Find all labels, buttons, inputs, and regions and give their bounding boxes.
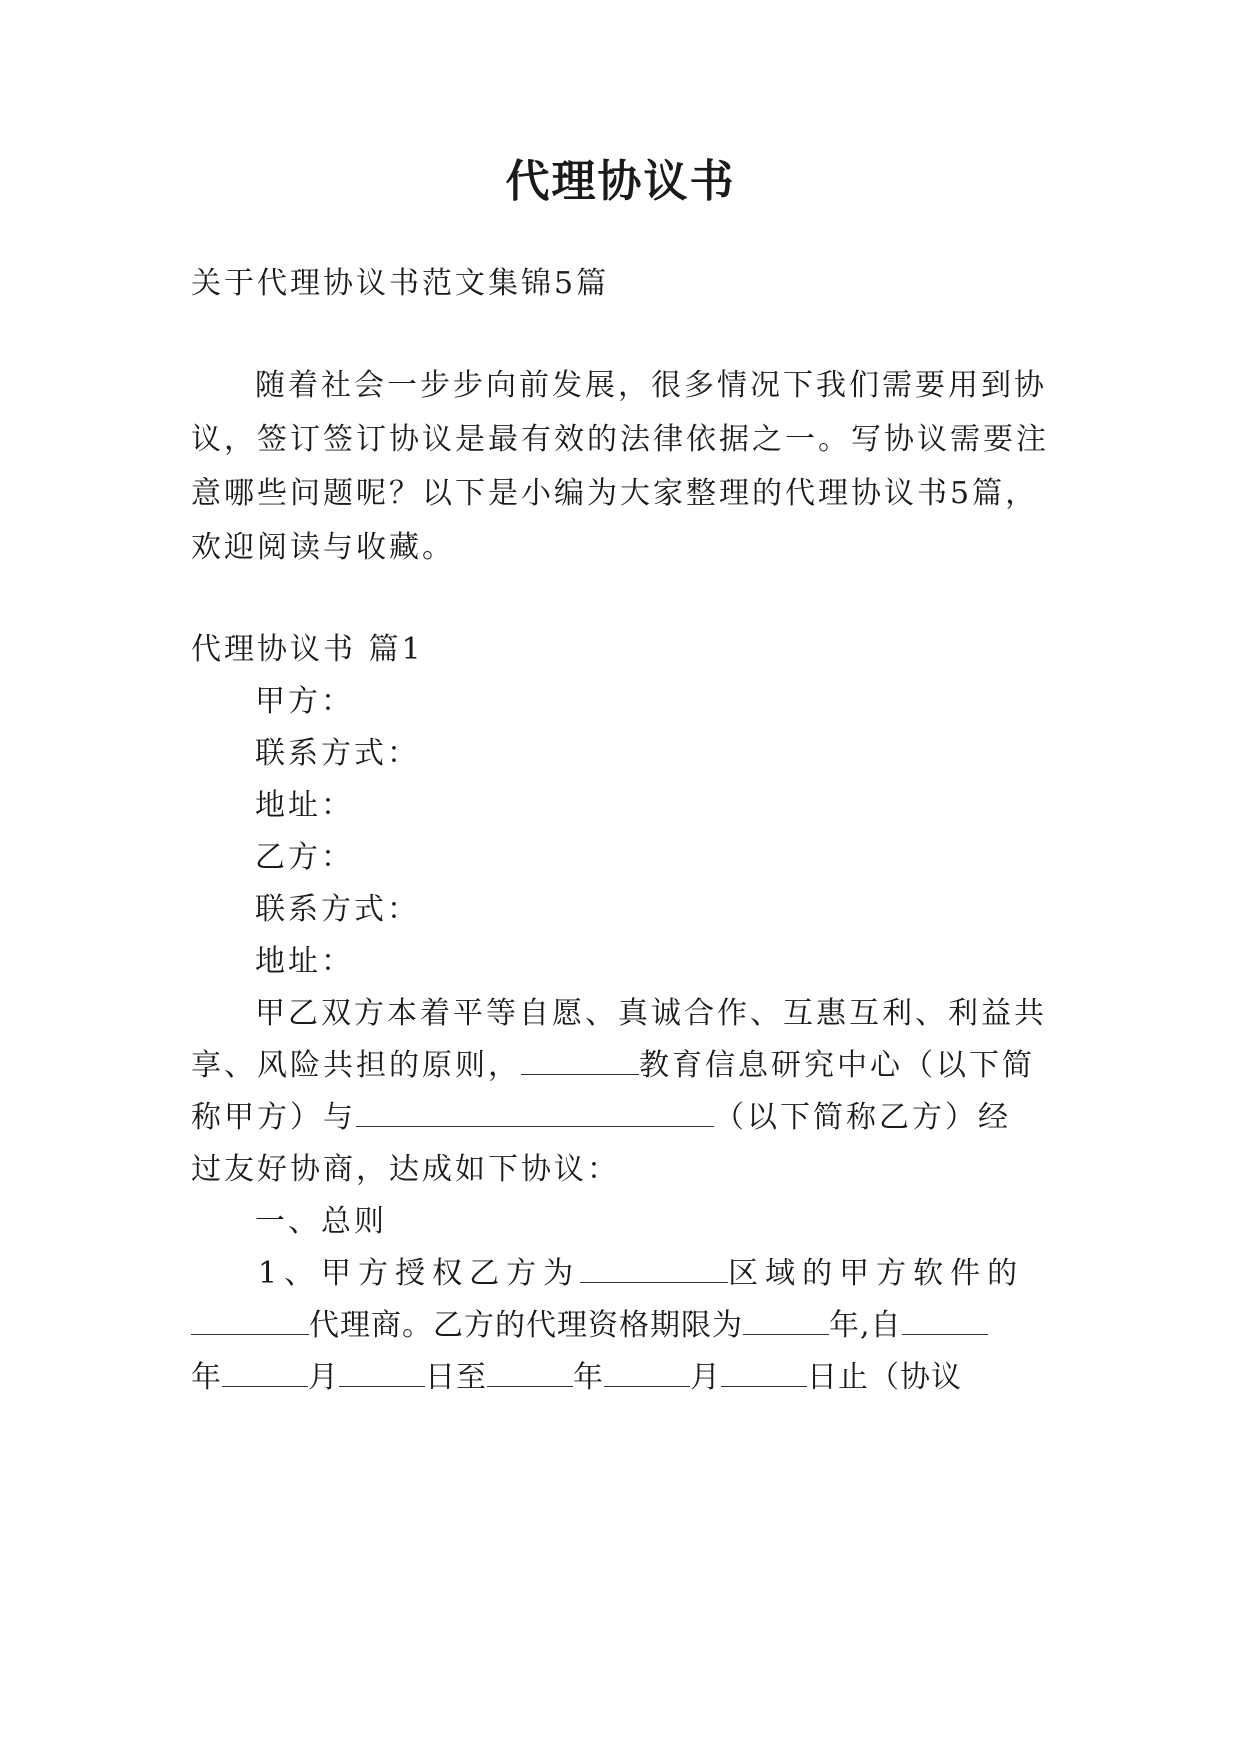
clause-1-line-1: [258, 1254, 1024, 1294]
preamble-text: 称甲方）与: [191, 1100, 356, 1135]
preamble-line-3: [191, 1098, 1011, 1138]
party-b-label: 乙方：: [255, 840, 354, 875]
blank-field: [339, 1358, 425, 1387]
party-a-label: 甲方：: [255, 684, 354, 719]
intro-line-3: 意哪些问题呢？以下是小编为大家整理的代理协议书5篇，: [191, 476, 1039, 511]
preamble-line-1: 甲乙双方本着平等自愿、真诚合作、互惠互利、利益共: [255, 996, 1047, 1031]
clause-1-line-2: [191, 1306, 988, 1346]
blank-field: [580, 1254, 728, 1283]
blank-field: [721, 1358, 807, 1387]
clause-text: 1、甲方授权乙方为: [258, 1256, 581, 1291]
blank-field: [521, 1046, 639, 1075]
clause-text: 月: [308, 1360, 339, 1395]
blank-field: [604, 1358, 690, 1387]
clause-text: 年: [191, 1360, 222, 1395]
document-title: 代理协议书: [505, 156, 736, 207]
blank-field: [356, 1098, 714, 1127]
party-b-address-label: 地址：: [255, 944, 354, 979]
section-heading: 代理协议书 篇1: [191, 632, 424, 667]
blank-field: [902, 1306, 988, 1335]
party-b-contact-label: 联系方式：: [255, 892, 420, 927]
blank-field: [222, 1358, 308, 1387]
preamble-line-4: 过友好协商，达成如下协议：: [191, 1152, 620, 1187]
intro-line-2: 议，签订签订协议是最有效的法律依据之一。写协议需要注: [191, 422, 1049, 457]
clause-text: 日止（协议: [807, 1360, 962, 1395]
intro-line-1: 随着社会一步步向前发展，很多情况下我们需要用到协: [255, 368, 1047, 403]
preamble-text: 教育信息研究中心（以下简: [639, 1048, 1035, 1083]
party-a-address-label: 地址：: [255, 788, 354, 823]
preamble-text: 享、风险共担的原则，: [191, 1048, 521, 1083]
party-a-contact-label: 联系方式：: [255, 736, 420, 771]
clause-text: 年: [573, 1360, 604, 1395]
chapter-heading: 一、总则: [255, 1204, 387, 1239]
blank-field: [191, 1306, 309, 1335]
clause-1-line-3: [191, 1358, 962, 1398]
clause-text: 代理商。乙方的代理资格期限为: [309, 1308, 743, 1343]
clause-text: 区域的甲方软件的: [728, 1256, 1025, 1291]
document-subtitle: 关于代理协议书范文集锦5篇: [191, 266, 610, 301]
blank-field: [743, 1306, 829, 1335]
clause-text: 日至: [425, 1360, 487, 1395]
intro-line-4: 欢迎阅读与收藏。: [191, 530, 455, 565]
clause-text: 月: [690, 1360, 721, 1395]
blank-field: [487, 1358, 573, 1387]
preamble-text: （以下简称乙方）经: [714, 1100, 1011, 1135]
clause-text: 年,自: [829, 1308, 902, 1343]
preamble-line-2: [191, 1046, 1035, 1086]
